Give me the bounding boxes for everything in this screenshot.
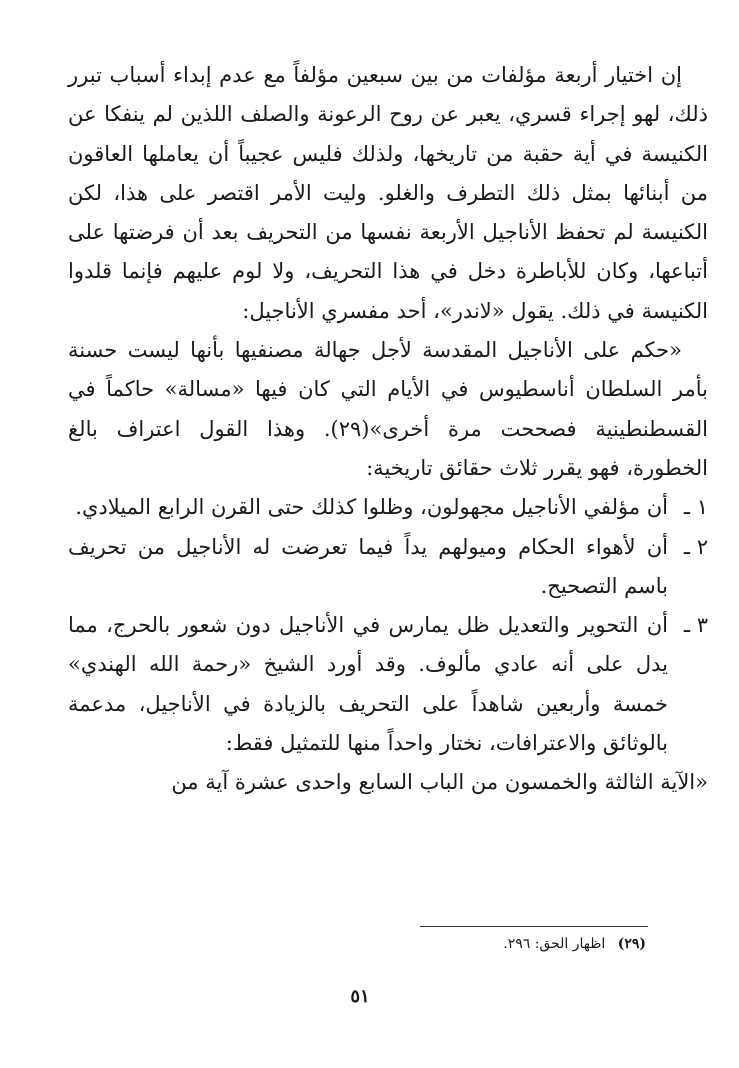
paragraph-closing: «الآية الثالثة والخمسون من الباب السابع واحدى عشرة آية من (171, 770, 708, 795)
footnote-divider (420, 926, 648, 927)
paragraph-quote: «حكم على الأناجيل المقدسة لأجل جهالة مصنفيها بأنها ليست حسنة بأمر السلطان أناسطيوس في الأيام التي كان فيها «مسالة» حاكماً في القسطنطينية فصححت مرة أخرى»(٢٩). وهذا القول اعتراف بالغ الخطورة، فهو يقرر ثلاث حقائق تاريخية: (68, 338, 708, 480)
footnote (300, 934, 646, 954)
list-number: ١ ـ (683, 495, 708, 520)
list-text: أن لأهواء الحكام وميولهم يداً فيما تعرضت له الأناجيل من تحريف باسم التصحيح. (68, 534, 668, 598)
footnote-number: (٢٩) (617, 936, 646, 952)
list-text: أن التحوير والتعديل ظل يمارس في الأناجيل دون شعور بالحرج، مما يدل على أنه عادي مألوف. وقد أورد الشيخ «رحمة الله الهندي» خمسة وأربعين شاهداً على التحريف بالزيادة في الأناجيل، مدعمة بالوثائق والاعترافات، نختار واحداً منها للتمثيل فقط: (68, 613, 668, 756)
paragraph-intro: إن اختيار أربعة مؤلفات من بين سبعين مؤلفاً مع عدم إبداء أسباب تبرر ذلك، لهو إجراء قسري، يعبر عن روح الرعونة والصلف اللذين لم ينفكا عن الكنيسة في أية حقبة من تاريخها، ولذلك فليس عجيباً أن يعاملها العاقون من أبنائها بمثل ذلك التطرف والغلو. وليت الأمر اقتصر على هذا، لكن الكنيسة لم تحفظ الأناجيل الأربعة نفسها من التحريف بعد أن فرضتها على أتباعها، وكان للأباطرة دخل في هذا التحريف، ولا لوم عليهم فإنما قلدوا الكنيسة في ذلك. يقول «لاندر»، أحد مفسري الأناجيل: (68, 63, 708, 323)
list-number: ٣ ـ (683, 613, 708, 638)
body-text (68, 56, 708, 803)
list-item-2 (68, 528, 708, 607)
list-item-1 (68, 488, 708, 527)
list-text: أن مؤلفي الأناجيل مجهولون، وظلوا كذلك حتى القرن الرابع الميلادي. (75, 495, 668, 520)
page-number: ٥١ (350, 986, 370, 1007)
footnote-text: اظهار الحق: ٢٩٦. (503, 936, 606, 952)
list-item-3 (68, 606, 708, 763)
list-number: ٢ ـ (683, 534, 708, 559)
